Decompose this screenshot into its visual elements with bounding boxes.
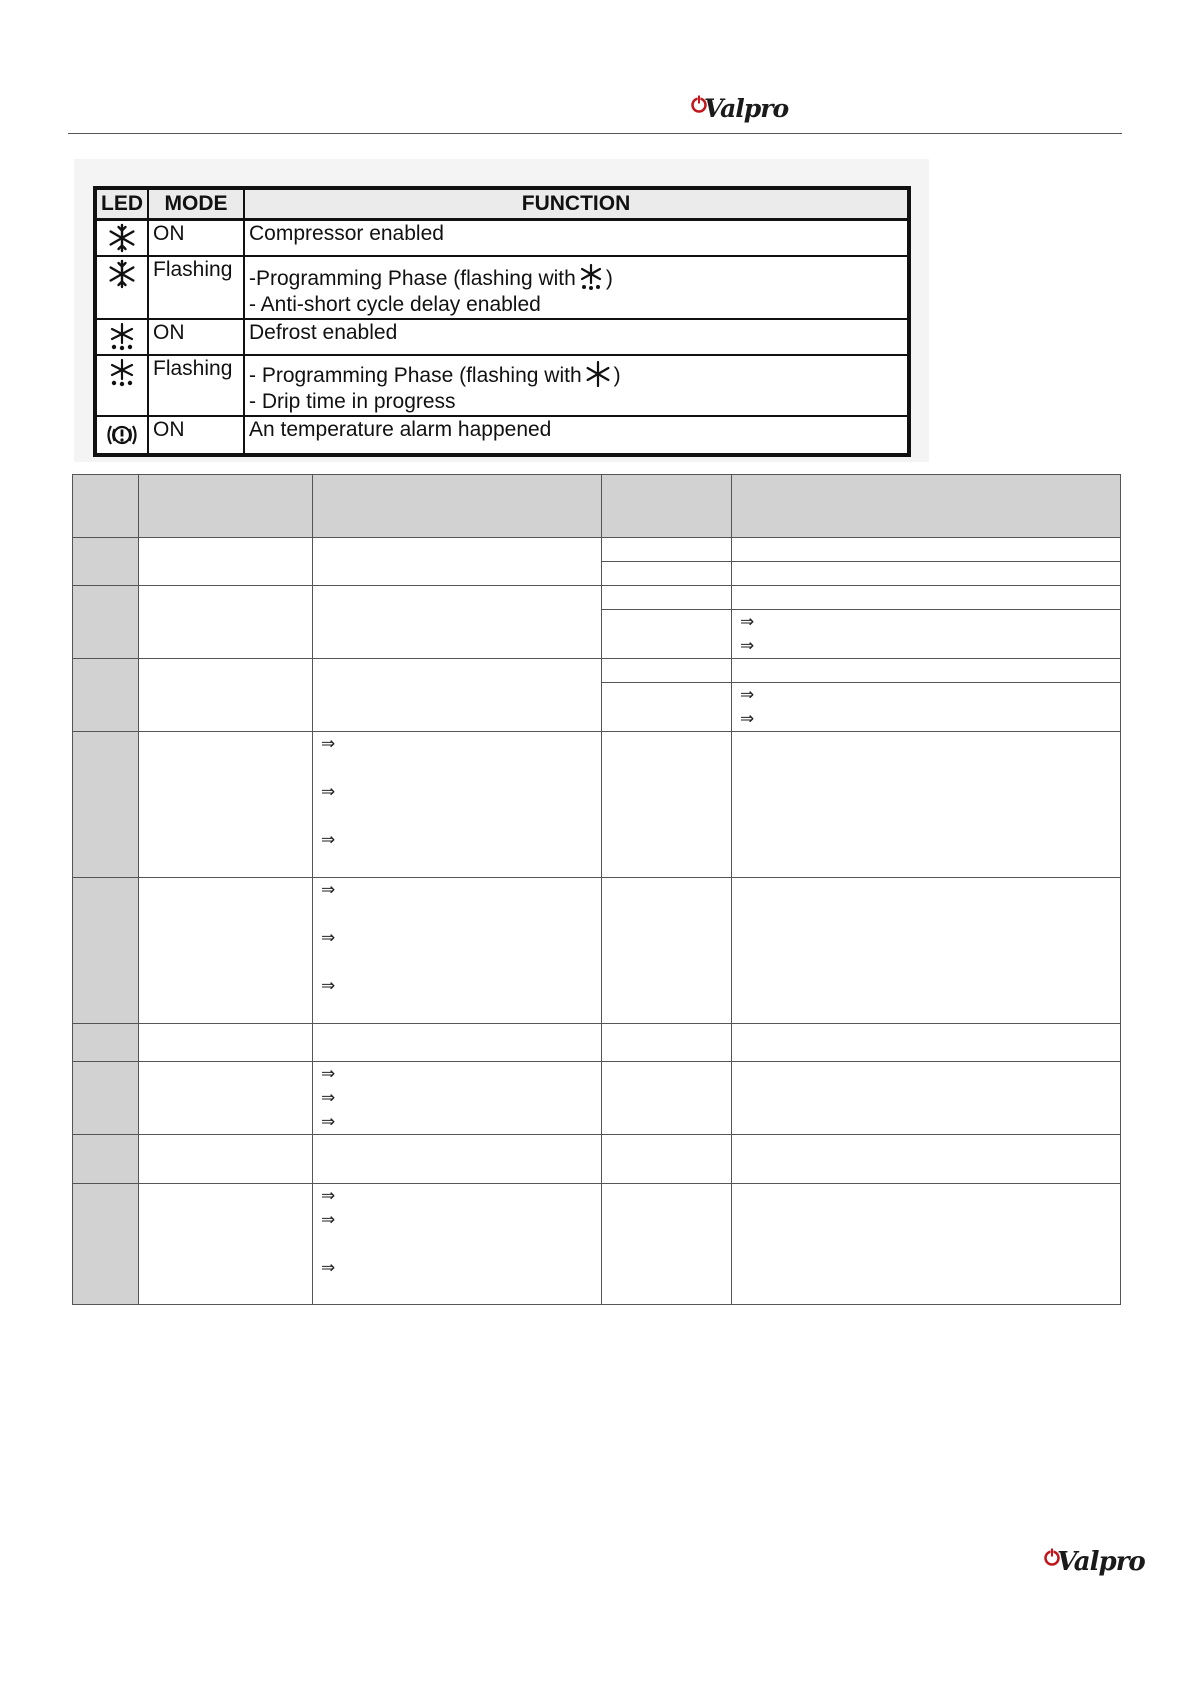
table-row	[73, 538, 1121, 562]
footer-logo-text: Valpro	[1057, 1547, 1145, 1577]
led-header: LED	[95, 188, 148, 220]
arrow-icon: ⇒	[740, 685, 755, 705]
arrow-icon: ⇒	[321, 734, 336, 754]
arrow-icon: ⇒	[321, 782, 336, 802]
led-mode: ON	[148, 220, 244, 257]
led-mode: ON	[148, 319, 244, 355]
table-row	[73, 1024, 1121, 1062]
table-row	[73, 732, 1121, 878]
arrow-icon: ⇒	[321, 928, 336, 948]
header-divider	[68, 133, 1122, 134]
table-row	[73, 1062, 1121, 1135]
defrost-snowflake-icon	[578, 263, 604, 291]
led-function: Defrost enabled	[244, 319, 909, 355]
arrow-icon: ⇒	[321, 830, 336, 850]
arrow-icon: ⇒	[321, 1112, 336, 1132]
led-function-line: - Programming Phase (flashing with	[249, 364, 582, 387]
function-header: FUNCTION	[244, 188, 909, 220]
table-header-row	[73, 475, 1121, 538]
arrow-icon: ⇒	[321, 880, 336, 900]
defrost-snowflake-icon	[108, 322, 136, 352]
led-row	[95, 256, 909, 319]
arrow-icon: ⇒	[321, 1186, 336, 1206]
led-function-line: - Anti-short cycle delay enabled	[249, 293, 541, 316]
compressor-snowflake-icon	[107, 259, 137, 289]
led-row	[95, 355, 909, 416]
led-row	[95, 319, 909, 355]
footer-logo	[1043, 1537, 1145, 1577]
arrow-icon: ⇒	[321, 976, 336, 996]
led-function-line-end: )	[613, 364, 621, 387]
header-logo-text: Valpro	[704, 94, 789, 123]
led-function: An temperature alarm happened	[244, 416, 909, 455]
arrow-icon: ⇒	[321, 1258, 336, 1278]
arrow-icon: ⇒	[740, 709, 755, 729]
led-row	[95, 220, 909, 257]
table-row	[73, 1184, 1121, 1305]
table-row	[73, 659, 1121, 683]
led-mode: ON	[148, 416, 244, 455]
compressor-snowflake-icon	[584, 360, 612, 388]
led-function-line: -Programming Phase (flashing with	[249, 267, 576, 290]
alarm-icon	[105, 419, 139, 451]
led-mode: Flashing	[148, 355, 244, 416]
table-row	[73, 878, 1121, 1024]
led-function-line: - Drip time in progress	[249, 390, 456, 413]
led-row	[95, 416, 909, 455]
compressor-snowflake-icon	[107, 223, 137, 253]
arrow-icon: ⇒	[740, 612, 755, 632]
led-function	[244, 256, 909, 319]
arrow-icon: ⇒	[321, 1210, 336, 1230]
defrost-snowflake-icon	[108, 358, 136, 388]
arrow-icon: ⇒	[321, 1064, 336, 1084]
arrow-icon: ⇒	[321, 1088, 336, 1108]
arrow-icon: ⇒	[740, 636, 755, 656]
mode-header: MODE	[148, 188, 244, 220]
table-row	[73, 586, 1121, 610]
header-logo	[690, 84, 788, 123]
led-function: Compressor enabled	[244, 220, 909, 257]
led-legend-table	[93, 186, 911, 457]
table-row	[73, 1135, 1121, 1184]
led-function-line-end: )	[605, 267, 613, 290]
parameter-table	[72, 474, 1121, 1305]
led-mode: Flashing	[148, 256, 244, 319]
led-function	[244, 355, 909, 416]
